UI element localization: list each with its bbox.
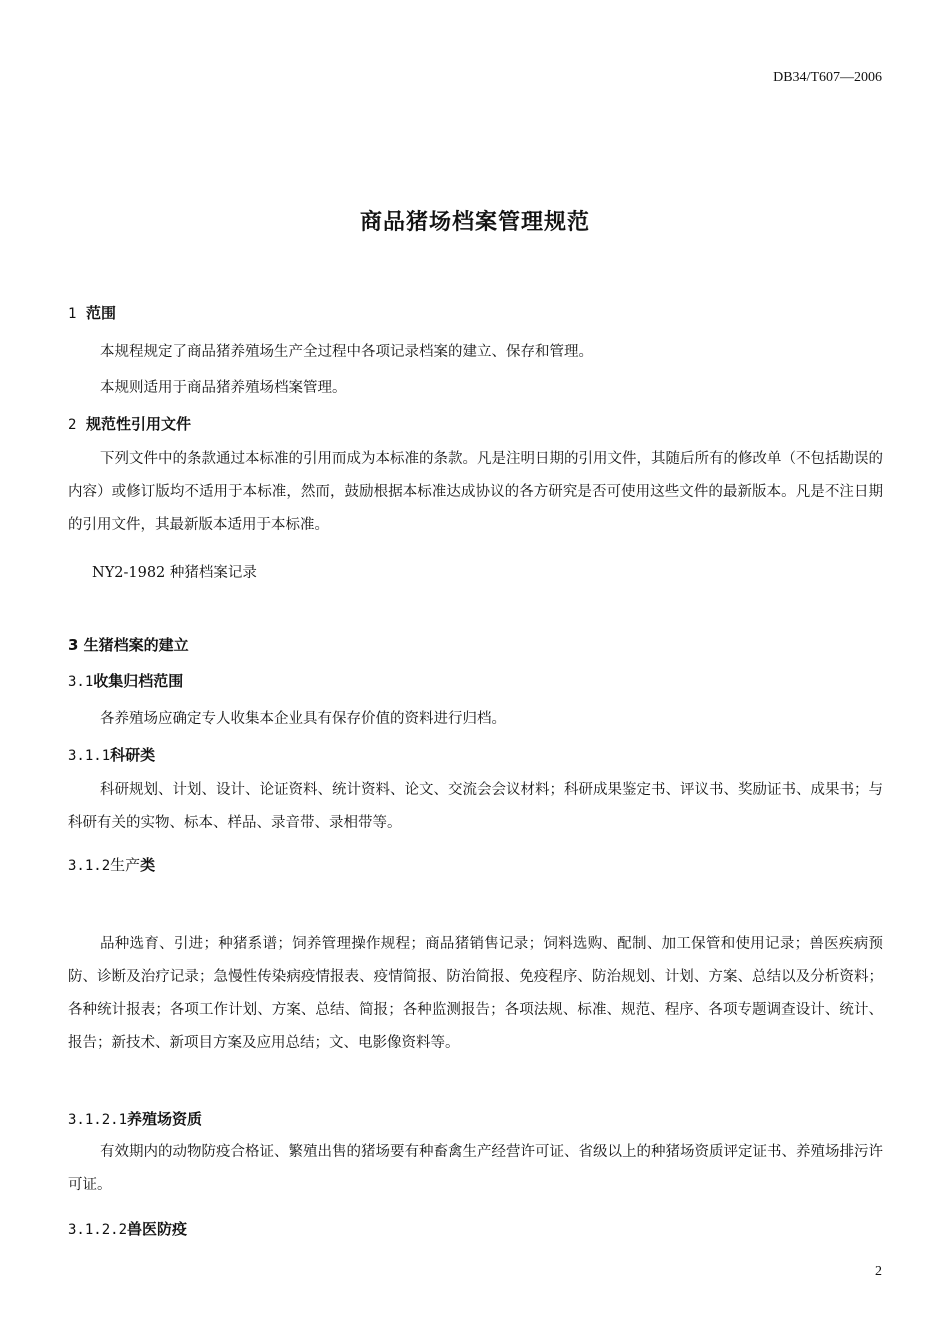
section-3-1-2-heading [68,854,155,875]
section-title: 收集归档范围 [93,672,184,690]
section-number: 3.1 [68,674,94,690]
section-3-1-paragraph: 各养殖场应确定专人收集本企业具有保存价值的资料进行归档。 [100,711,506,727]
normative-reference: NY2-1982 种猪档案记录 [92,565,257,581]
section-number: 1 [68,306,77,322]
section-2-paragraph: 下列文件中的条款通过本标准的引用而成为本标准的条款。凡是注明日期的引用文件，其随后所有的修改单（不包括勘误的内容）或修订版均不适用于本标准，然而，鼓励根据本标准达成协议的各方研究是否可使用这些文件的最新版本。凡是不注日期的引用文件，其最新版本适用于本标准。 [68,451,883,533]
document-title: 商品猪场档案管理规范 [359,210,590,235]
section-3-heading [68,634,189,655]
section-3-1-1-heading [68,744,155,765]
section-3-1-2-paragraph: 品种选育、引进；种猪系谱；饲养管理操作规程；商品猪销售记录；饲料选购、配制、加工保管和使用记录；兽医疾病预防、诊断及治疗记录；急慢性传染病疫情报表、疫情简报、防治简报、免疫程序、防治规划、计划、方案、总结以及分析资料；各种统计报表；各项工作计划、方案、总结、简报；各种监测报告；各项法规、标准、规范、程序、各项专题调查设计、统计、报告；新技术、新项目方案及应用总结；文、电影像资料等。 [68,936,883,1051]
section-3-1-1-paragraph: 科研规划、计划、设计、论证资料、统计资料、论文、交流会会议材料；科研成果鉴定书、评议书、奖励证书、成果书；与科研有关的实物、标本、样品、录音带、录相带等。 [68,782,883,831]
page-number: 2 [875,1264,882,1279]
section-3-1-2-2-heading [68,1218,187,1239]
section-3-1-heading [68,670,183,691]
section-number: 2 [68,417,77,433]
section-title: 科研类 [110,746,156,764]
section-title: 兽医防疫 [127,1220,188,1238]
section-title-part-b: 类 [140,856,156,874]
section-number: 3.1.2.1 [68,1112,128,1128]
section-number: 3.1.2 [68,858,111,874]
section-1-heading [68,302,116,323]
section-1-paragraph-2: 本规则适用于商品猪养殖场档案管理。 [100,380,347,396]
section-title: 3 生猪档案的建立 [68,636,189,654]
section-1-paragraph-1: 本规程规定了商品猪养殖场生产全过程中各项记录档案的建立、保存和管理。 [100,344,593,360]
section-2-heading [68,413,191,434]
standard-code: DB34/T607—2006 [773,70,882,85]
section-title: 规范性引用文件 [85,415,191,433]
section-3-1-2-1-heading [68,1108,202,1129]
section-title: 养殖场资质 [127,1110,203,1128]
section-3-1-2-1-paragraph: 有效期内的动物防疫合格证、繁殖出售的猪场要有种畜禽生产经营许可证、省级以上的种猪场资质评定证书、养殖场排污许可证。 [68,1144,883,1193]
section-number: 3.1.1 [68,748,111,764]
section-title-part-a: 生产 [110,856,141,874]
section-title: 范围 [85,304,116,322]
section-number: 3.1.2.2 [68,1222,128,1238]
